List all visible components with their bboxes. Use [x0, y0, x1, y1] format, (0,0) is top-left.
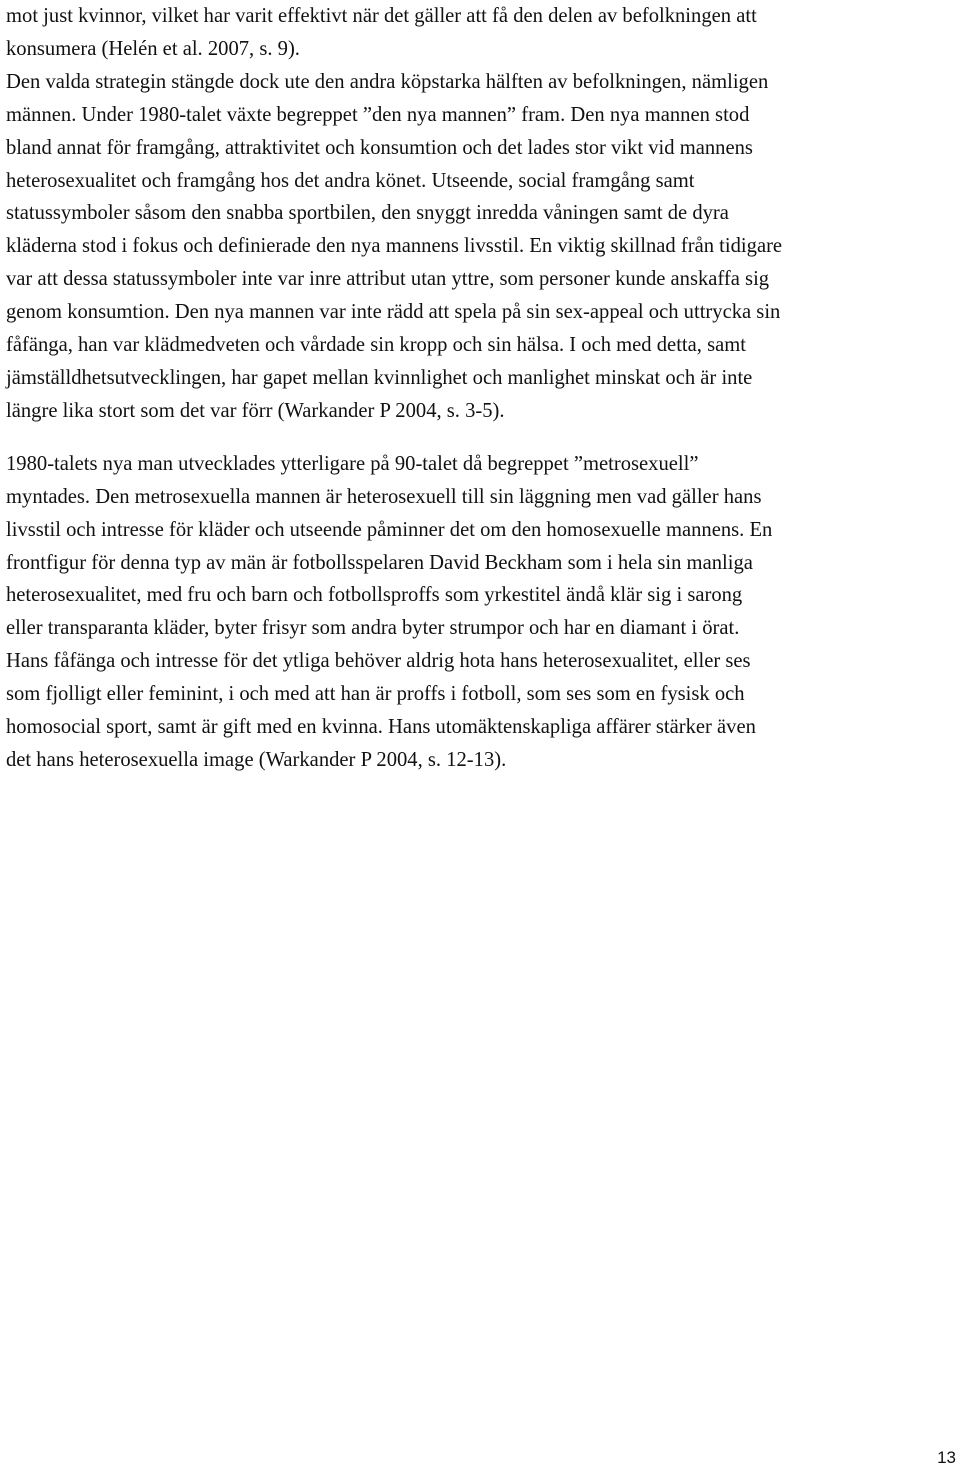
text-line: livsstil och intresse för kläder och utseende påminner det om den homosexuelle mannens. En [6, 518, 773, 541]
text-line: fåfänga, han var klädmedveten och vårdade sin kropp och sin hälsa. I och med detta, samt [6, 334, 746, 357]
text-line: frontfigur för denna typ av män är fotbollsspelaren David Beckham som i hela sin manliga [6, 551, 753, 574]
text-line: jämställdhetsutvecklingen, har gapet mellan kvinnlighet och manlighet minskat och är inte [6, 366, 753, 389]
text-line: längre lika stort som det var förr (Warkander P 2004, s. 3-5). [6, 399, 505, 422]
text-line: bland annat för framgång, attraktivitet och konsumtion och det lades stor vikt vid mannens [6, 136, 753, 159]
text-line: konsumera (Helén et al. 2007, s. 9). [6, 37, 300, 60]
text-line: genom konsumtion. Den nya mannen var inte rädd att spela på sin sex-appeal och uttrycka sin [6, 301, 781, 324]
text-line: 1980-talets nya man utvecklades ytterligare på 90-talet då begreppet ”metrosexuell” [6, 452, 699, 475]
text-line: männen. Under 1980-talet växte begreppet ”den nya mannen” fram. Den nya mannen stod [6, 103, 750, 126]
text-line: som fjolligt eller feminint, i och med att han är proffs i fotboll, som ses som en fysisk och [6, 683, 745, 706]
text-line: homosocial sport, samt är gift med en kvinna. Hans utomäktenskapliga affärer stärker även [6, 716, 756, 739]
text-line: mot just kvinnor, vilket har varit effektivt när det gäller att få den delen av befolkningen att [6, 5, 757, 27]
paragraph-2 [6, 66, 954, 428]
page-number: 13 [937, 1448, 956, 1467]
text-line: Den valda strategin stängde dock ute den andra köpstarka hälften av befolkningen, nämligen [6, 70, 769, 93]
text-line: kläderna stod i fokus och definierade den nya mannens livsstil. En viktig skillnad från tidigare [6, 235, 783, 258]
text-line: heterosexualitet och framgång hos det andra könet. Utseende, social framgång samt [6, 169, 695, 192]
text-line: statussymboler såsom den snabba sportbilen, den snyggt inredda våningen samt de dyra [6, 202, 729, 225]
paragraph-3 [6, 448, 954, 777]
paragraph-1 [6, 0, 954, 66]
text-line: var att dessa statussymboler inte var inre attribut utan yttre, som personer kunde anskaffa sig [6, 268, 770, 291]
document-page [6, 0, 954, 777]
text-line: heterosexualitet, med fru och barn och fotbollsproffs som yrkestitel ändå klär sig i sarong [6, 584, 743, 607]
text-line: Hans fåfänga och intresse för det ytliga behöver aldrig hota hans heterosexualitet, eller ses [6, 650, 751, 673]
text-line: myntades. Den metrosexuella mannen är heterosexuell till sin läggning men vad gäller hans [6, 485, 762, 508]
text-line: eller transparanta kläder, byter frisyr som andra byter strumpor och har en diamant i örat. [6, 617, 740, 640]
text-line: det hans heterosexuella image (Warkander P 2004, s. 12-13). [6, 748, 507, 771]
